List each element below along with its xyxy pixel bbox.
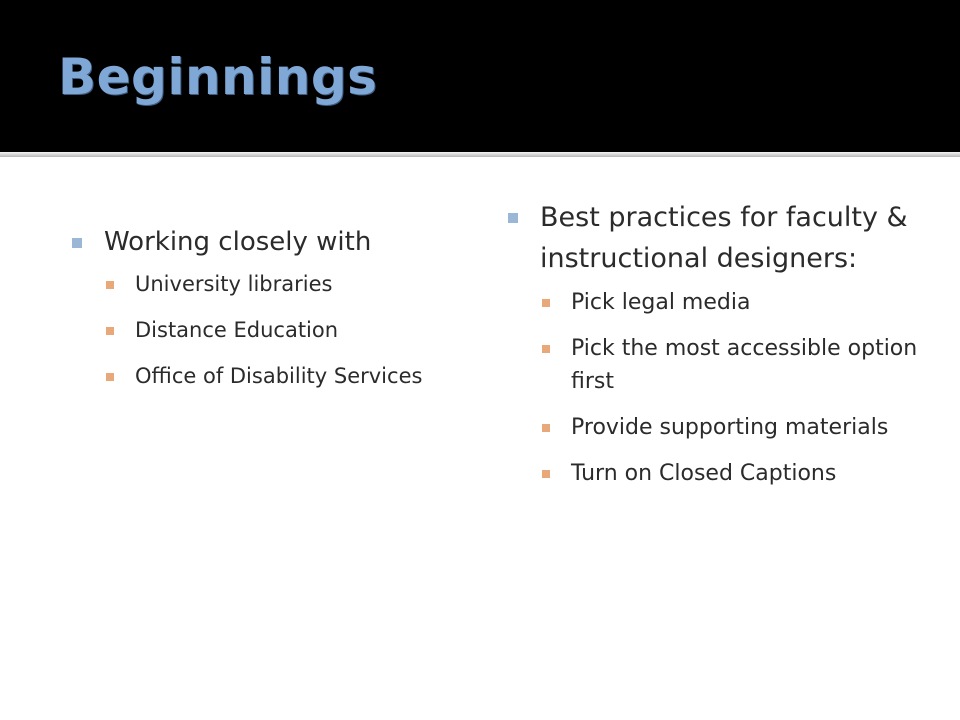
- list-item: [540, 332, 928, 398]
- square-bullet-icon: [72, 238, 82, 248]
- list-item: [540, 457, 928, 490]
- small-square-bullet-icon: [542, 424, 550, 432]
- list-item: [104, 314, 432, 346]
- list-item: [540, 411, 928, 444]
- list-item-label: Pick the most accessible option first: [571, 336, 918, 394]
- left-sublist: [104, 268, 432, 392]
- list-item-label: Turn on Closed Captions: [571, 461, 837, 486]
- right-bullet: [508, 197, 928, 490]
- small-square-bullet-icon: [106, 327, 114, 335]
- small-square-bullet-icon: [542, 299, 550, 307]
- left-bullet: [72, 222, 432, 392]
- list-item: [104, 268, 432, 300]
- list-item-label: Office of Disability Services: [135, 364, 423, 388]
- list-item-label: Distance Education: [135, 318, 339, 342]
- list-item: [540, 286, 928, 319]
- small-square-bullet-icon: [106, 373, 114, 381]
- small-square-bullet-icon: [106, 281, 114, 289]
- small-square-bullet-icon: [542, 470, 550, 478]
- square-bullet-icon: [508, 213, 518, 223]
- right-sublist: [540, 286, 928, 490]
- small-square-bullet-icon: [542, 345, 550, 353]
- list-item-label: Provide supporting materials: [571, 415, 889, 440]
- list-item-label: Pick legal media: [571, 290, 751, 315]
- left-column: [72, 222, 432, 406]
- right-heading: Best practices for faculty & instructional designers:: [540, 202, 908, 274]
- left-heading: Working closely with: [104, 227, 372, 257]
- list-item-label: University libraries: [135, 272, 333, 296]
- right-column: [508, 197, 928, 503]
- list-item: [104, 360, 432, 392]
- title-divider: [0, 152, 960, 157]
- slide-title: Beginnings: [58, 48, 378, 106]
